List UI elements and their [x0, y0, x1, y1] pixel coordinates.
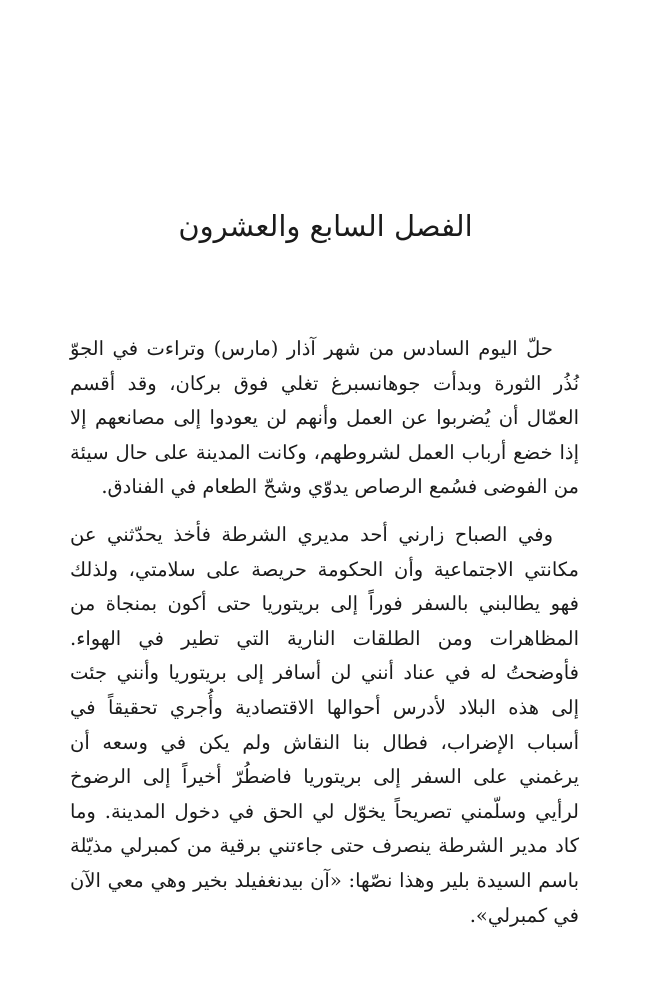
- chapter-body: [70, 332, 579, 933]
- chapter-title: الفصل السابع والعشرون: [178, 209, 473, 243]
- paragraph: حلّ اليوم السادس من شهر آذار (مارس) وتراءت في الجوّ نُذُر الثورة وبدأت جوهانسبرغ تغلي فوق بركان، وقد أقسم العمّال أن يُضربوا عن العمل وأنهم لن يعودوا إلى مصانعهم إلا إذا خضع أرباب العمل لشروطهم، وكانت المدينة على حال سيئة من الفوضى فسُمع الرصاص يدوّي وشحّ الطعام في الفنادق.: [70, 337, 579, 499]
- paragraph: وفي الصباح زارني أحد مديري الشرطة فأخذ يحدّثني عن مكانتي الاجتماعية وأن الحكومة حريصة على سلامتي، ولذلك فهو يطالبني بالسفر فوراً إلى بريتوريا حتى أكون بمنجاة من المظاهرات ومن الطلقات النارية التي تطير في الهواء. فأوضحتُ له في عناد أنني لن أسافر إلى بريتوريا وأنني جئت إلى هذه البلاد لأدرس أحوالها الاقتصادية وأُجري تحقيقاً في أسباب الإضراب، فطال بنا النقاش ولم يكن في وسعه أن يرغمني على السفر إلى بريتوريا فاضطُرّ أخيراً إلى الرضوخ لرأيي وسلّمني تصريحاً يخوّل لي الحق في دخول المدينة. وما كاد مدير الشرطة ينصرف حتى جاءتني برقية من كمبرلي مذيّلة باسم السيدة بلير وهذا نصّها: «آن بيدنغفيلد بخير وهي معي الآن في كمبرلي».: [70, 522, 579, 927]
